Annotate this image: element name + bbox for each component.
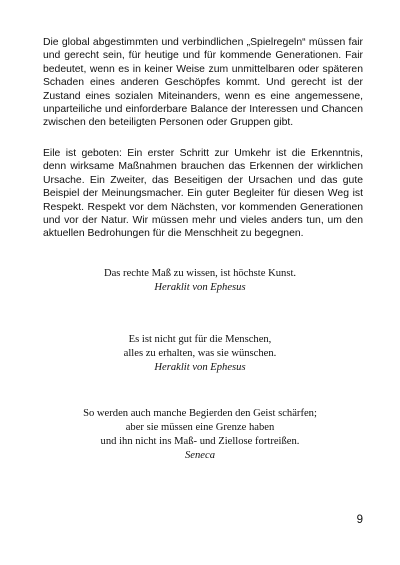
quote-block [0, 267, 400, 295]
quote-line: So werden auch manche Begierden den Geist schärfen; [83, 408, 317, 419]
quote-line: alles zu erhalten, was sie wünschen. [123, 348, 277, 359]
quote-block [0, 407, 400, 463]
body-paragraph-urgency: Eile ist geboten: Ein erster Schritt zur Umkehr ist die Erkenntnis, denn wirksame Maßnahmen brauchen das Erkennen der wirklichen Ursache. Ein Zweiter, das Beseitigen der Ursachen und das gute Beispiel der Meinungsmacher. Ein guter Begleiter für diesen Weg ist Respekt. Respekt vor dem Nächsten, vor kommenden Generationen und vor der Natur. Wir müssen mehr und vieles anders tun, um den aktuellen Bedrohungen für die Menschheit zu begegnen. [43, 148, 363, 240]
quote-author: Seneca [185, 450, 215, 461]
quote-line: Es ist nicht gut für die Menschen, [128, 334, 272, 345]
body-paragraph-fairness: Die global abgestimmten und verbindlichen „Spielregeln“ müssen fair und gerecht sein, für heutige und für kommende Generationen. Fair bedeutet, wenn es in keiner Weise zum unmittelbaren oder späteren Schaden eines anderen Geschöpfes kommt. Und gerecht ist der Zustand eines sozialen Miteinanders, wenn es eine angemessene, unparteiliche und einforderbare Balance der Interessen und Chancen zwischen den beteiligten Personen oder Gruppen gibt. [43, 37, 363, 129]
page-number: 9 [356, 514, 363, 526]
quote-line: Das rechte Maß zu wissen, ist höchste Kunst. [103, 268, 297, 279]
quote-author: Heraklit von Ephesus [154, 282, 246, 293]
quote-block [0, 333, 400, 375]
quote-author: Heraklit von Ephesus [154, 362, 246, 373]
quote-line: und ihn nicht ins Maß- und Ziellose fortreißen. [100, 436, 300, 447]
quote-line: aber sie müssen eine Grenze haben [125, 422, 275, 433]
